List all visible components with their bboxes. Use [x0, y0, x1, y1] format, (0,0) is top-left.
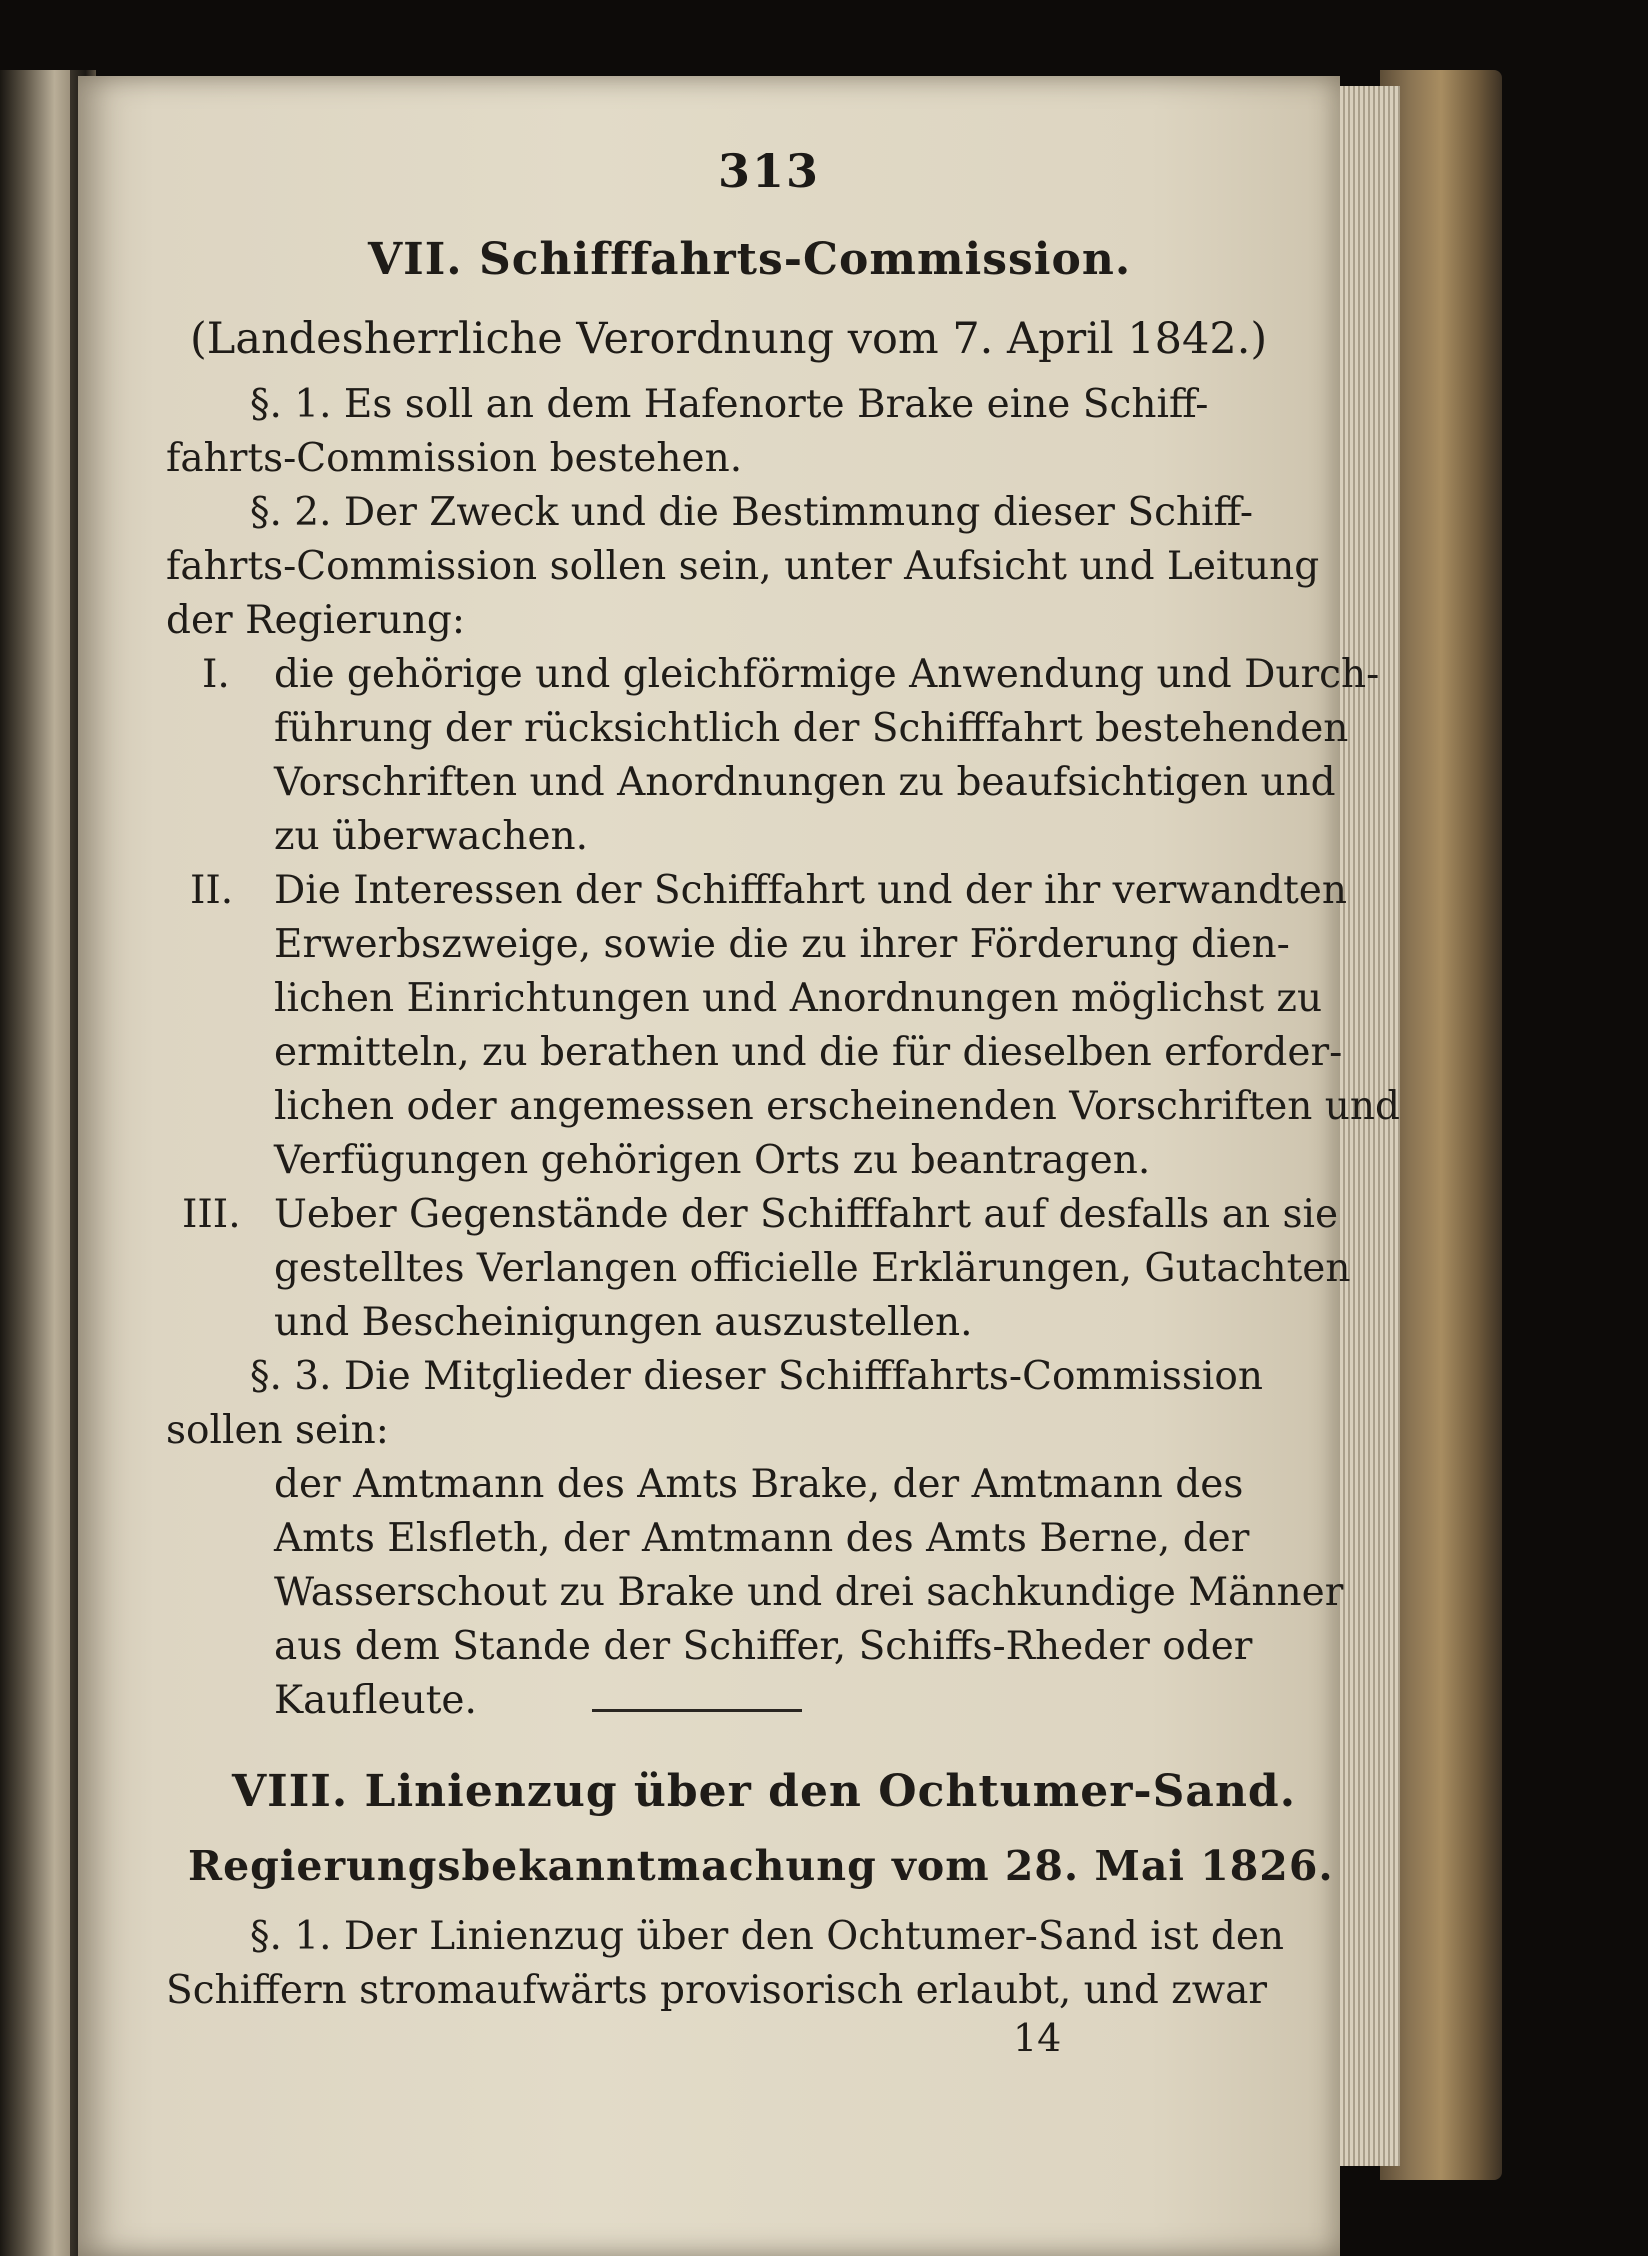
paragraph-line: der Regierung:: [166, 598, 466, 643]
members-line: Wasserschout zu Brake und drei sachkundige Männer: [274, 1570, 1344, 1615]
paragraph-line: fahrts-Commission bestehen.: [166, 436, 743, 481]
section-divider: [592, 1709, 802, 1712]
paragraph-line: fahrts-Commission sollen sein, unter Aufsicht und Leitung: [166, 544, 1320, 589]
members-line: Kaufleute.: [274, 1678, 477, 1723]
members-line: aus dem Stande der Schiffer, Schiffs-Rheder oder: [274, 1624, 1253, 1669]
facing-page-edge: [0, 70, 78, 2256]
item-line: zu überwachen.: [274, 814, 589, 859]
item-line: lichen Einrichtungen und Anordnungen möglichst zu: [274, 976, 1323, 1021]
page-number: 313: [718, 144, 821, 198]
paragraph-line: sollen sein:: [166, 1408, 389, 1453]
paragraph-line: §. 3. Die Mitglieder dieser Schifffahrts-Commission: [250, 1354, 1263, 1399]
signature-mark: 14: [1013, 2016, 1062, 2060]
item-line: lichen oder angemessen erscheinenden Vorschriften und: [274, 1084, 1400, 1129]
item-line: Die Interessen der Schifffahrt und der ihr verwandten: [274, 868, 1347, 913]
item-number: I.: [202, 652, 230, 697]
members-line: der Amtmann des Amts Brake, der Amtmann des: [274, 1462, 1244, 1507]
item-line: führung der rücksichtlich der Schifffahrt bestehenden: [274, 706, 1349, 751]
paragraph-line: §. 1. Der Linienzug über den Ochtumer-Sand ist den: [250, 1914, 1285, 1959]
section-heading: VIII. Linienzug über den Ochtumer-Sand.: [232, 1766, 1297, 1817]
section-subtitle: (Landesherrliche Verordnung vom 7. April 1842.): [190, 314, 1268, 364]
members-line: Amts Elsfleth, der Amtmann des Amts Berne, der: [274, 1516, 1250, 1561]
paragraph-line: Schiffern stromaufwärts provisorisch erlaubt, und zwar: [166, 1968, 1268, 2013]
paragraph-line: §. 2. Der Zweck und die Bestimmung dieser Schiff-: [250, 490, 1253, 535]
item-line: gestelltes Verlangen officielle Erklärungen, Gutachten: [274, 1246, 1351, 1291]
item-line: Vorschriften und Anordnungen zu beaufsichtigen und: [274, 760, 1336, 805]
item-line: Verfügungen gehörigen Orts zu beantragen.: [274, 1138, 1151, 1183]
item-number: II.: [190, 868, 234, 913]
item-line: und Bescheinigungen auszustellen.: [274, 1300, 973, 1345]
item-line: Erwerbszweige, sowie die zu ihrer Förderung dien-: [274, 922, 1290, 967]
paragraph-line: §. 1. Es soll an dem Hafenorte Brake eine Schiff-: [250, 382, 1209, 427]
book-page: [78, 76, 1400, 2256]
item-line: Ueber Gegenstände der Schifffahrt auf desfalls an sie: [274, 1192, 1339, 1237]
item-line: die gehörige und gleichförmige Anwendung und Durch-: [274, 652, 1380, 697]
section-subtitle: Regierungsbekanntmachung vom 28. Mai 1826.: [188, 1842, 1334, 1890]
item-line: ermitteln, zu berathen und die für dieselben erforder-: [274, 1030, 1343, 1075]
item-number: III.: [182, 1192, 241, 1237]
section-heading: VII. Schifffahrts-Commission.: [368, 234, 1132, 285]
